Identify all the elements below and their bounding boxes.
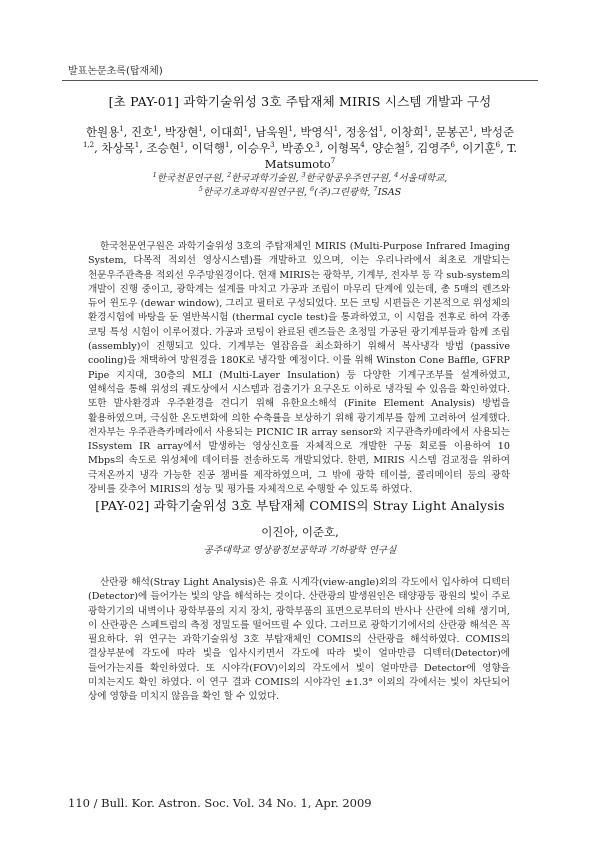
author-name: 박성준 xyxy=(480,125,515,139)
affiliation-text: 한국항공우주연구원, xyxy=(305,173,395,184)
author-name: 박장현 xyxy=(165,125,199,139)
author-affiliation-marker: 1,2 xyxy=(82,141,95,149)
affiliation-marker: 7 xyxy=(373,185,378,193)
author-affiliation-marker: 3 xyxy=(315,141,320,149)
paper2-abstract: 산란광 해석(Stray Light Analysis)은 유효 시계각(view-angle)외의 각도에서 입사하여 디텍터(Detector)에 들어가는 빛의 양을 해석하는 것이다. 산란광의 발생원인은 태양광등 광원의 빛이 주로 광학기기의 내벽이나 광학부품의 지지 장치, 광학부품의 표면으로부터의 반사나 산란에 의해 생기며, 이 산란광은 스페트럼의 측정 정밀도를 떨어뜨릴 수 있다. 그러므로 광학기기에서의 산란광 해석은 꼭 필요하다. 위 연구는 과학기술위성 3호 부탑재체인 COMIS의 산란광을 해석하였다. COMIS의 결상부분에 각도에 따라 빛을 입사시키면서 각도에 따라 빛이 얼마만큼 디텍터(Detector)에 들어가는지를 확인하였다. 또 시야각(FOV)이외의 각도에서 빛이 얼마만큼 Detector에 영향을 미치는지도 확인 하였다. 이 연구 결과 COMIS의 시야각인 ±1.3° 이외의 각에서는 빛이 차단되어 상에 영향을 미치지 않음을 확인 할 수 있었다. xyxy=(88,577,510,703)
author-name: T. Matsumoto xyxy=(264,141,518,171)
affiliation-marker: 1 xyxy=(152,171,157,179)
author-affiliation-marker: 1 xyxy=(288,125,294,133)
affiliation-marker: 6 xyxy=(309,185,315,193)
author-name: 이승우 xyxy=(236,141,271,155)
author-name: 박종오 xyxy=(281,141,316,155)
author-name: 양순철 xyxy=(372,141,406,155)
author-affiliation-marker: 1 xyxy=(333,125,339,133)
author-name: 차상목 xyxy=(101,141,135,155)
author-name: 이기훈 xyxy=(462,141,496,155)
author-affiliation-marker: 1 xyxy=(153,125,158,133)
affiliation-text: 한국과학기술원, xyxy=(231,173,302,184)
affiliation-text: 한국기초과학지원연구원, xyxy=(202,187,310,198)
author-name: 진호 xyxy=(131,125,154,139)
author-affiliation-marker: 1 xyxy=(119,125,124,133)
author-name: 정웅섭 xyxy=(345,125,379,139)
affiliation-marker: 5 xyxy=(198,185,203,193)
paper2-affiliation: 공주대학교 영상광정보공학과 기하광학 연구실 xyxy=(203,545,397,556)
author-affiliation-marker: 4 xyxy=(360,141,365,149)
affiliation-text: 한국천문연구원, xyxy=(156,173,228,184)
affiliation-text: ISAS xyxy=(377,187,402,198)
author-name: 박영식 xyxy=(300,125,334,139)
paper1-authors: 한원용$^1$, 진호$^1$, 박장현$^1$, 이대희$^1$, 남욱원$^1$, 박영식$^1$, 정웅섭$^1$, 이창희$^1$, 문봉곤$^1$, 박성준$^{1,2}$, 차상목$^1$, 조승현$^1$, 이덕행$^1$, 이승우$^3$, 박종오$^3$, 이형목$^4$, 양순철$^5$, 김영주$^6$, 이기훈$^6$, T. Matsumoto$^7$ xyxy=(82,125,518,171)
page-footer: 110 / Bull. Kor. Astron. Soc. Vol. 34 No. 1, Apr. 2009 xyxy=(68,796,372,810)
author-affiliation-marker: 6 xyxy=(450,141,455,149)
author-affiliation-marker: 7 xyxy=(330,157,336,165)
paper1-title: [초 PAY-01] 과학기술위성 3호 주탑재체 MIRIS 시스템 개발과 구성 xyxy=(108,94,492,109)
author-affiliation-marker: 1 xyxy=(224,141,230,149)
author-affiliation-marker: 1 xyxy=(378,125,384,133)
author-affiliation-marker: 5 xyxy=(405,141,410,149)
author-name: 조승현 xyxy=(146,141,180,155)
author-name: 한원용 xyxy=(85,125,120,139)
author-name: 이덕행 xyxy=(191,141,225,155)
affiliation-marker: 4 xyxy=(394,171,399,179)
section-header: 발표논문초록(탑재체) xyxy=(68,66,163,77)
paper2-title: [PAY-02] 과학기술위성 3호 부탑재체 COMIS의 Stray Light Analysis xyxy=(95,498,505,513)
author-name: 이형목 xyxy=(326,141,361,155)
affiliation-marker: 3 xyxy=(301,171,306,179)
author-name: 이대희 xyxy=(210,125,244,139)
author-name: 문봉곤 xyxy=(435,125,469,139)
author-name: 남욱원 xyxy=(255,125,289,139)
author-affiliation-marker: 1 xyxy=(423,125,429,133)
author-affiliation-marker: 1 xyxy=(468,125,474,133)
affiliation-marker: 2 xyxy=(227,171,232,179)
author-affiliation-marker: 1 xyxy=(134,141,140,149)
author-affiliation-marker: 6 xyxy=(495,141,501,149)
header-divider xyxy=(62,80,538,81)
author-name: 이창희 xyxy=(390,125,424,139)
affiliation-text: 서울대학교, xyxy=(398,173,448,184)
author-affiliation-marker: 1 xyxy=(179,141,185,149)
author-name: 김영주 xyxy=(417,141,451,155)
affiliation-text: (주)그린광학, xyxy=(314,187,374,198)
author-affiliation-marker: 1 xyxy=(243,125,248,133)
paper1-affiliations xyxy=(80,172,520,200)
author-affiliation-marker: 3 xyxy=(270,141,275,149)
paper1-abstract: 한국천문연구원은 과학기술위성 3호의 주탑재체인 MIRIS (Multi-Purpose Infrared Imaging System, 다목적 적외선 영상시스템)를 개발하고 있으며, 이는 우리나라에서 최초로 개발되는 천문우주관측용 적외선 우주망원경이다. 현재 MIRIS는 광학부, 기계부, 전자부 등 각 sub-system의 개발이 진행 중이고, 광학계는 설계를 마치고 가공과 조립이 마무리 단계에 있는데, 총 5매의 렌즈와 듀어 윈도우 (dewar window), 그리고 필터로 구성되었다. 모든 코팅 시편들은 기본적으로 위성체의 환경시험에 바탕을 둔 열반복시험 (thermal cycle test)을 통과하였고, 이 시험을 전후로 하여 각종 코팅 특성 시험이 이루어졌다. 가공과 코팅이 완료된 렌즈들은 초정밀 가공된 광기계부들과 함께 조립 (assembly)이 진행되고 있다. 기계부는 열잡음을 최소화하기 위해서 복사냉각 방법 (passive cooling)을 채택하여 망원경을 180K로 냉각할 예정이다. 이를 위해 Winston Cone Baffle, GFRP Pipe 지지대, 30층의 MLI (Multi-Layer Insulation) 등 다양한 기계구조부를 설계하였고, 열해석을 통해 위성의 궤도상에서 시스템과 검출기가 요구온도 이하로 냉각될 수 있음을 확인하였다. 또한 발사환경과 우주환경을 견디기 위해 유한요소해석 (Finite Element Analysis) 방법을 활용하였으며, 극심한 온도변화에 의한 수축률을 보상하기 위해 광기계부를 함께 고려하여 설계했다. 전자부는 우주관측카메라에서 사용되는 PICNIC IR array sensor와 지구관측카메라에서 사용되는 ISsystem IR array에서 발생하는 영상신호를 자체적으로 개발한 구동 회로를 이용하여 10 Mbps의 속도로 위성체에 데이터를 전송하도록 개발되었다. 한편, MIRIS 시스템 검교정을 위하여 극저온까지 냉각 가능한 진공 챔버를 제작하였으며, 그 밖에 광학 테이블, 콜리메이터 등의 광학 장비를 갖추어 MIRIS의 성능 및 평가를 자체적으로 수행할 수 있도록 하였다. xyxy=(88,241,510,496)
author-affiliation-marker: 1 xyxy=(198,125,203,133)
paper2-authors: 이진아, 이준호, xyxy=(261,525,339,539)
